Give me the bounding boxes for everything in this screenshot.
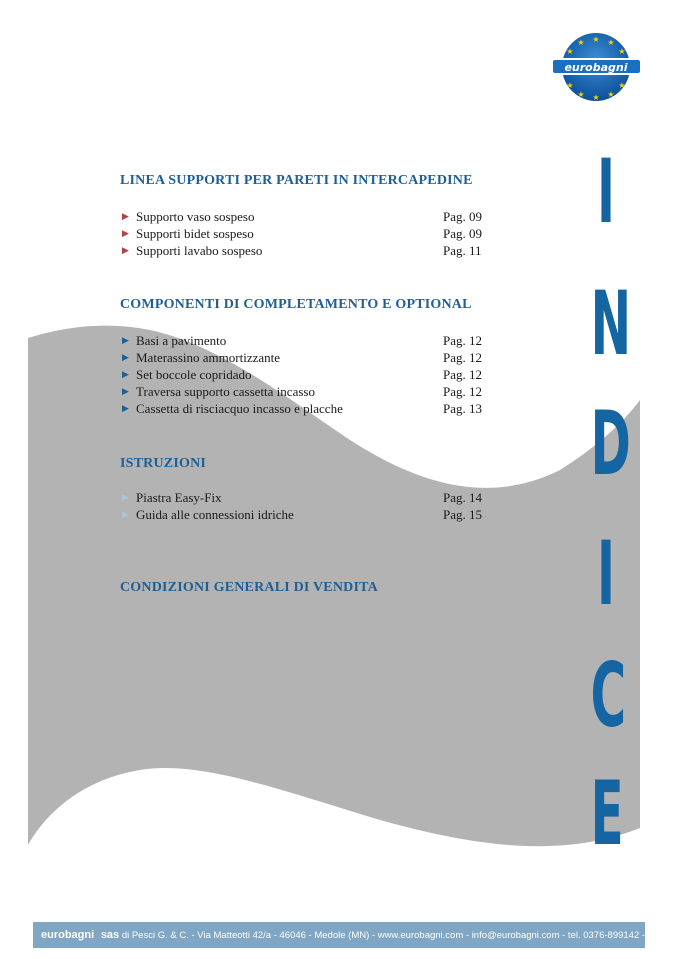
entry-label: Piastra Easy-Fix xyxy=(136,490,222,505)
entry-page: Pag. 15 xyxy=(443,507,482,522)
triangle-bullet-icon: ▶ xyxy=(122,211,129,221)
entry-page: Pag. 09 xyxy=(443,226,482,241)
index-entry xyxy=(120,490,490,506)
index-entry xyxy=(120,401,490,417)
triangle-bullet-icon: ▶ xyxy=(122,492,129,502)
triangle-bullet-icon: ▶ xyxy=(122,509,129,519)
triangle-bullet-icon: ▶ xyxy=(122,369,129,379)
entry-page: Pag. 13 xyxy=(443,401,482,416)
entry-label: Set boccole copridado xyxy=(136,367,252,382)
logo-text: eurobagni xyxy=(564,61,628,74)
triangle-bullet-icon: ▶ xyxy=(122,228,129,238)
index-letter-e: E xyxy=(590,762,624,865)
svg-text:★: ★ xyxy=(607,90,615,99)
section-title-condizioni: CONDIZIONI GENERALI DI VENDITA xyxy=(120,580,378,595)
entry-page: Pag. 11 xyxy=(443,243,482,258)
entry-label: Traversa supporto cassetta incasso xyxy=(136,384,315,399)
index-letter-n: N xyxy=(590,272,632,375)
svg-text:★: ★ xyxy=(577,38,585,47)
triangle-bullet-icon: ▶ xyxy=(122,352,129,362)
svg-text:★: ★ xyxy=(592,35,600,44)
section-title-istruzioni: ISTRUZIONI xyxy=(120,456,207,471)
svg-text:★: ★ xyxy=(577,90,585,99)
index-letter-d: D xyxy=(590,392,631,495)
index-entry xyxy=(120,507,490,523)
entry-page: Pag. 12 xyxy=(443,384,482,399)
svg-text:★: ★ xyxy=(566,47,574,56)
entry-label: Supporto vaso sospeso xyxy=(136,209,255,224)
footer-bar xyxy=(33,922,645,948)
index-letter-i2: I xyxy=(596,522,616,625)
svg-text:★: ★ xyxy=(618,47,626,56)
entry-page: Pag. 12 xyxy=(443,367,482,382)
entry-label: Cassetta di risciacquo incasso e placche xyxy=(136,401,343,416)
index-entry xyxy=(120,350,490,366)
svg-text:★: ★ xyxy=(618,81,626,90)
entry-label: Supporti bidet sospeso xyxy=(136,226,254,241)
section-title-linea-supporti: LINEA SUPPORTI PER PARETI IN INTERCAPEDINE xyxy=(120,173,473,188)
entry-label: Supporti lavabo sospeso xyxy=(136,243,263,258)
entry-page: Pag. 12 xyxy=(443,350,482,365)
index-entry xyxy=(120,209,490,225)
index-letter-i: I xyxy=(596,140,616,243)
entry-page: Pag. 14 xyxy=(443,490,482,505)
index-entry xyxy=(120,243,490,259)
index-entry xyxy=(120,333,490,349)
eurobagni-logo xyxy=(549,30,644,105)
triangle-bullet-icon: ▶ xyxy=(122,403,129,413)
footer-details: di Pesci G. & C. - Via Matteotti 42/a - 46046 - Medole (MN) - www.eurobagni.com - info@eurobagni.com - tel. 0376-899142 - xyxy=(121,930,645,941)
section-title-componenti: COMPONENTI DI COMPLETAMENTO E OPTIONAL xyxy=(120,297,472,312)
entry-page: Pag. 12 xyxy=(443,333,482,348)
svg-text:★: ★ xyxy=(592,93,600,102)
footer-sas: sas xyxy=(100,929,120,941)
svg-text:★: ★ xyxy=(607,38,615,47)
entry-page: Pag. 09 xyxy=(443,209,482,224)
index-entry xyxy=(120,384,490,400)
entry-label: Basi a pavimento xyxy=(136,333,227,348)
triangle-bullet-icon: ▶ xyxy=(122,386,129,396)
triangle-bullet-icon: ▶ xyxy=(122,245,129,255)
index-entry xyxy=(120,226,490,242)
footer-brand: eurobagni xyxy=(41,929,95,941)
triangle-bullet-icon: ▶ xyxy=(122,335,129,345)
entry-label: Guida alle connessioni idriche xyxy=(136,507,294,522)
svg-text:★: ★ xyxy=(566,81,574,90)
entry-label: Materassino ammortizzante xyxy=(136,350,281,365)
index-letter-c: C xyxy=(590,644,627,747)
index-entry xyxy=(120,367,490,383)
